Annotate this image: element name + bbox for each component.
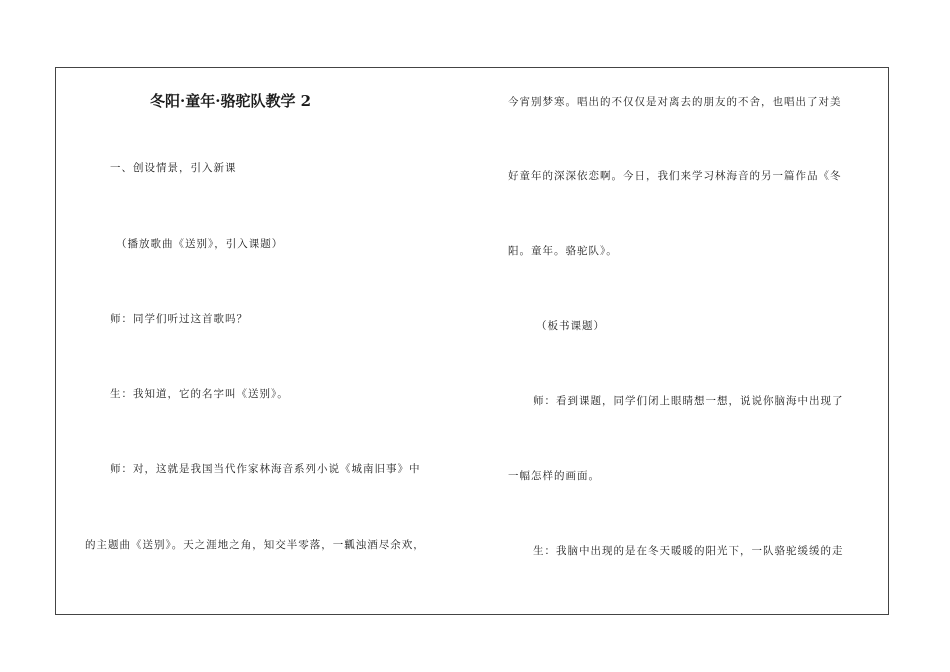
left-line-3: 师：同学们听过这首歌吗？ xyxy=(110,313,248,325)
document-title: 冬阳·童年·骆驼队教学 2 xyxy=(150,92,312,110)
left-line-6: 的主题曲《送别》。天之涯地之角，知交半零落，一瓤浊酒尽余欢， xyxy=(85,539,425,551)
right-line-6: 一幅怎样的画面。 xyxy=(508,470,600,482)
left-line-5: 师：对，这就是我国当代作家林海音系列小说《城南旧事》中 xyxy=(110,463,421,475)
page-frame xyxy=(55,67,889,615)
left-line-1: 一、创设情景，引入新课 xyxy=(110,162,237,174)
right-line-3: 阳。童年。骆驼队》。 xyxy=(508,245,618,257)
right-line-4: （板书课题） xyxy=(536,320,605,332)
right-line-1: 今宵别梦寒。唱出的不仅仅是对离去的朋友的不舍，也唱出了对美 xyxy=(508,96,842,108)
left-line-2: （播放歌曲《送别》，引入课题） xyxy=(116,238,284,250)
right-line-7: 生：我脑中出现的是在冬天暖暖的阳光下，一队骆驼缓缓的走 xyxy=(533,545,844,557)
left-line-4: 生：我知道，它的名字叫《送别》。 xyxy=(110,388,289,400)
right-line-5: 师：看到课题，同学们闭上眼睛想一想，说说你脑海中出现了 xyxy=(533,395,844,407)
right-line-2: 好童年的深深依恋啊。今日，我们来学习林海音的另一篇作品《冬 xyxy=(508,170,842,182)
